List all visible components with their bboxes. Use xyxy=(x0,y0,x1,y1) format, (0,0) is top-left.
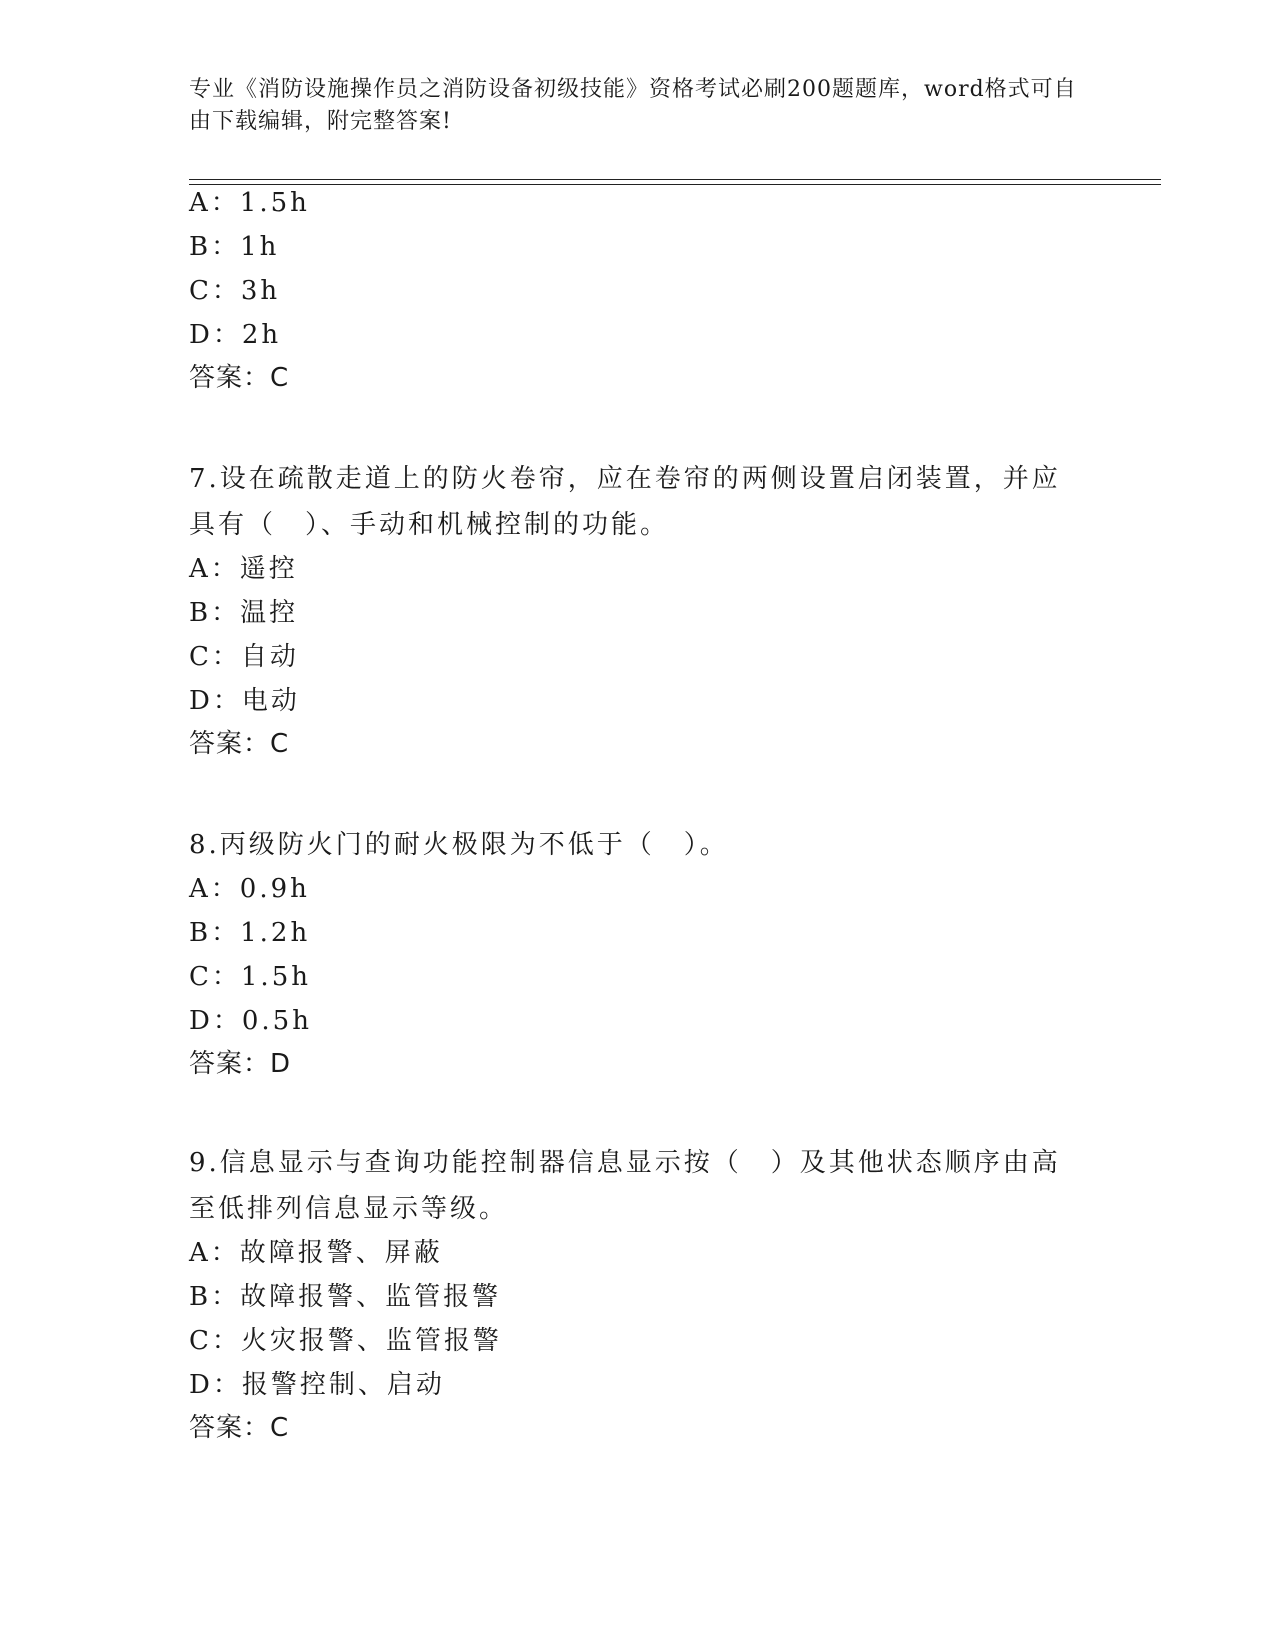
header-divider-top xyxy=(189,179,1161,180)
q7-question: 7.设在疏散走道上的防火卷帘，应在卷帘的两侧设置启闭装置，并应具有（ ）、手动和机械控制的功能。 xyxy=(189,464,1061,540)
q8-answer: 答案：D xyxy=(189,1049,292,1079)
q7-option-c: C：自动 xyxy=(189,642,299,672)
q6-option-d: D：2h xyxy=(189,320,282,350)
q7-option-d: D：电动 xyxy=(189,686,300,716)
q6-answer: 答案：C xyxy=(189,363,290,393)
q8-option-d: D：0.5h xyxy=(189,1006,312,1036)
q9-answer: 答案：C xyxy=(189,1413,290,1443)
q8-option-b: B：1.2h xyxy=(189,918,311,948)
q6-option-b: B：1h xyxy=(189,232,280,262)
q7-answer: 答案：C xyxy=(189,729,290,759)
q6-option-a: A：1.5h xyxy=(189,188,310,218)
q8-option-c: C：1.5h xyxy=(189,962,311,992)
q9-option-a: A：故障报警、屏蔽 xyxy=(189,1238,443,1268)
header-divider-bottom xyxy=(189,184,1161,185)
document-header-title: 专业《消防设施操作员之消防设备初级技能》资格考试必刷200题题库，word格式可自由下载编辑，附完整答案! xyxy=(189,77,1077,134)
q8-question: 8.丙级防火门的耐火极限为不低于（ ）。 xyxy=(189,830,729,860)
q7-option-a: A：遥控 xyxy=(189,554,298,584)
q9-question: 9.信息显示与查询功能控制器信息显示按（ ）及其他状态顺序由高至低排列信息显示等级。 xyxy=(189,1148,1061,1224)
q6-option-c: C：3h xyxy=(189,276,281,306)
q9-option-b: B：故障报警、监管报警 xyxy=(189,1282,502,1312)
q9-option-c: C：火灾报警、监管报警 xyxy=(189,1326,502,1356)
q9-option-d: D：报警控制、启动 xyxy=(189,1370,445,1400)
q7-option-b: B：温控 xyxy=(189,598,299,628)
q8-option-a: A：0.9h xyxy=(189,874,310,904)
